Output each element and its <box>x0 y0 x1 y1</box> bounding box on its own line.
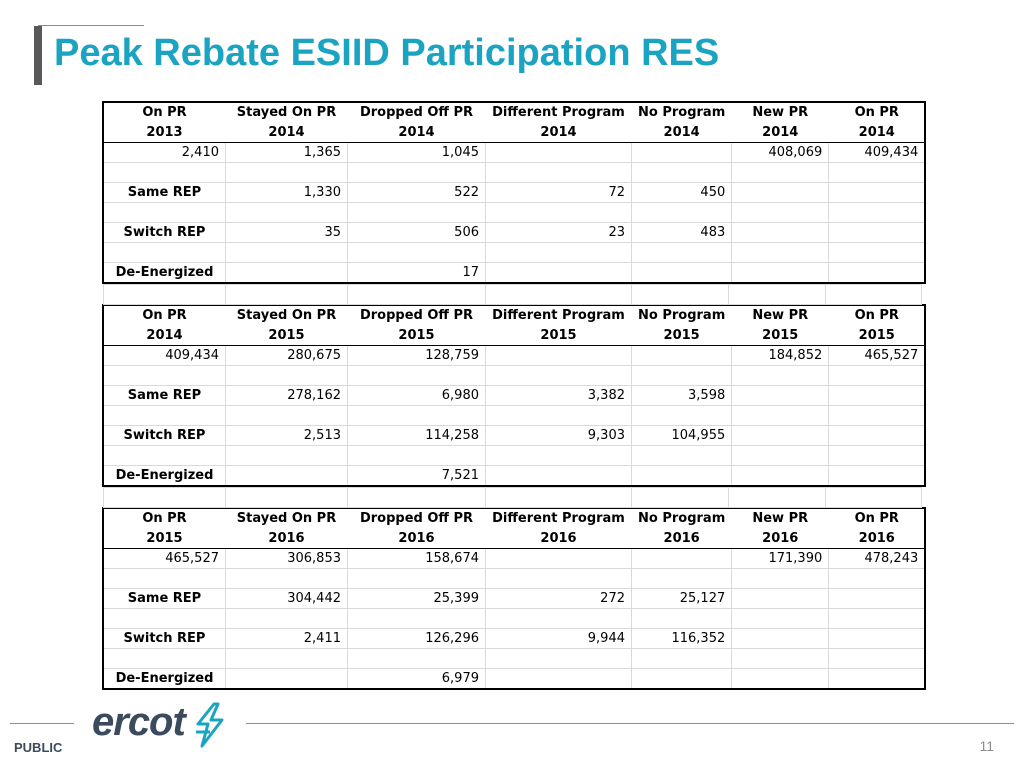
table-cell <box>348 203 486 223</box>
spacer-cell <box>348 285 486 305</box>
table-cell: 128,759 <box>348 346 486 366</box>
table-cell: 184,852 <box>732 346 829 366</box>
table-cell <box>104 569 226 589</box>
table-cell <box>829 366 925 386</box>
table-cell: 506 <box>348 223 486 243</box>
footer-rule-right <box>246 723 1014 724</box>
spacer-cell <box>729 488 826 508</box>
table-cell <box>104 163 226 183</box>
table-cell <box>226 366 348 386</box>
table-cell <box>104 406 226 426</box>
spacer-cell <box>104 285 226 305</box>
column-header: 2014 <box>226 123 348 143</box>
column-header: 2014 <box>632 123 732 143</box>
column-header: On PR <box>854 511 899 526</box>
table-cell: 1,365 <box>226 143 348 163</box>
column-header: Different Program <box>492 308 625 323</box>
table-cell: Same REP <box>104 386 226 406</box>
total-row <box>104 549 925 569</box>
table-cell <box>226 406 348 426</box>
column-header: On PR <box>142 511 187 526</box>
table-cell <box>829 589 925 609</box>
table-cell <box>632 406 732 426</box>
table-cell: 465,527 <box>829 346 925 366</box>
table-cell <box>632 649 732 669</box>
table-cell <box>732 466 829 486</box>
empty-row <box>104 649 925 669</box>
table-cell: 9,944 <box>486 629 632 649</box>
table-header-row <box>104 123 925 143</box>
table-cell <box>226 569 348 589</box>
table-header-row <box>104 306 925 326</box>
table-cell: 114,258 <box>348 426 486 446</box>
table-cell: 1,330 <box>226 183 348 203</box>
table-cell: 171,390 <box>732 549 829 569</box>
table-cell <box>632 669 732 689</box>
table-cell <box>829 629 925 649</box>
table-cell <box>348 446 486 466</box>
table-cell <box>829 649 925 669</box>
table-cell <box>486 406 632 426</box>
table-cell <box>486 649 632 669</box>
table-cell <box>732 263 829 283</box>
table-cell: 9,303 <box>486 426 632 446</box>
empty-row <box>104 203 925 223</box>
table-cell <box>632 243 732 263</box>
table-cell: 1,045 <box>348 143 486 163</box>
empty-row <box>104 243 925 263</box>
table-cell <box>829 223 925 243</box>
table-cell <box>829 203 925 223</box>
table-cell <box>486 243 632 263</box>
column-header: On PR <box>142 105 187 120</box>
table-cell <box>226 466 348 486</box>
spacer-cell <box>226 285 348 305</box>
table-cell <box>632 203 732 223</box>
table-cell <box>732 669 829 689</box>
column-header: 2014 <box>486 123 632 143</box>
spacer-row <box>103 284 922 305</box>
table-cell <box>632 346 732 366</box>
column-header: Stayed On PR <box>236 511 337 526</box>
participation-table <box>103 102 925 283</box>
switch-rep-row <box>104 426 925 446</box>
table-cell <box>486 669 632 689</box>
table-cell <box>348 406 486 426</box>
table-cell <box>226 243 348 263</box>
column-header: Dropped Off PR <box>359 105 474 120</box>
switch-rep-row <box>104 223 925 243</box>
table-cell: 465,527 <box>104 549 226 569</box>
table-cell: 23 <box>486 223 632 243</box>
table-cell <box>732 569 829 589</box>
table-cell: Switch REP <box>104 426 226 446</box>
page-number: 11 <box>979 738 994 754</box>
table-cell: 126,296 <box>348 629 486 649</box>
table-cell <box>486 143 632 163</box>
spacer-cell <box>826 285 922 305</box>
table-cell: 278,162 <box>226 386 348 406</box>
column-header: 2014 <box>829 123 925 143</box>
table-cell <box>632 263 732 283</box>
column-header: New PR <box>752 105 809 120</box>
logo-wordmark: ercot <box>92 700 185 744</box>
table-cell <box>226 649 348 669</box>
de-energized-row <box>104 263 925 283</box>
table-cell <box>829 609 925 629</box>
table-cell: 306,853 <box>226 549 348 569</box>
table-cell <box>732 406 829 426</box>
table-cell <box>632 143 732 163</box>
column-header: 2016 <box>486 529 632 549</box>
table-cell: De-Energized <box>104 466 226 486</box>
spacer-cell <box>729 285 826 305</box>
same-rep-row <box>104 386 925 406</box>
de-energized-row <box>104 669 925 689</box>
table-cell: 409,434 <box>829 143 925 163</box>
table-cell <box>348 649 486 669</box>
table-cell <box>829 163 925 183</box>
column-header: Stayed On PR <box>236 308 337 323</box>
column-header: Dropped Off PR <box>359 511 474 526</box>
total-row <box>104 143 925 163</box>
table-cell <box>104 446 226 466</box>
table-cell <box>732 223 829 243</box>
table-cell: 272 <box>486 589 632 609</box>
ercot-logo <box>92 700 232 752</box>
table-cell: 3,382 <box>486 386 632 406</box>
table-cell: 17 <box>348 263 486 283</box>
spacer-cell <box>826 488 922 508</box>
table-cell <box>348 243 486 263</box>
table-header-row <box>104 509 925 529</box>
table-cell: 25,127 <box>632 589 732 609</box>
column-header: Stayed On PR <box>236 105 337 120</box>
table-cell: 2,410 <box>104 143 226 163</box>
table-cell <box>829 446 925 466</box>
table-cell: 408,069 <box>732 143 829 163</box>
table-cell: Switch REP <box>104 629 226 649</box>
empty-row <box>104 366 925 386</box>
lightning-bolt-icon <box>192 702 228 750</box>
same-rep-row <box>104 183 925 203</box>
table-cell <box>829 426 925 446</box>
table-cell <box>732 243 829 263</box>
column-header: 2016 <box>829 529 925 549</box>
table-cell: Same REP <box>104 183 226 203</box>
table-header-row <box>104 529 925 549</box>
column-header: 2014 <box>104 326 226 346</box>
column-header: 2016 <box>226 529 348 549</box>
column-header: 2015 <box>348 326 486 346</box>
table-cell <box>732 163 829 183</box>
table-cell <box>486 203 632 223</box>
table-cell <box>486 466 632 486</box>
empty-row <box>104 609 925 629</box>
column-header: No Program <box>638 511 726 526</box>
table-cell: 478,243 <box>829 549 925 569</box>
column-header: 2015 <box>732 326 829 346</box>
table-cell: Switch REP <box>104 223 226 243</box>
column-header: On PR <box>854 105 899 120</box>
table-cell <box>829 406 925 426</box>
participation-table <box>103 305 925 486</box>
table-cell <box>486 609 632 629</box>
table-cell <box>732 446 829 466</box>
table-cell: 7,521 <box>348 466 486 486</box>
table-cell <box>486 446 632 466</box>
table-cell <box>732 203 829 223</box>
table-cell: 2,411 <box>226 629 348 649</box>
table-cell: 522 <box>348 183 486 203</box>
table-cell: 2,513 <box>226 426 348 446</box>
total-row <box>104 346 925 366</box>
column-header: 2015 <box>226 326 348 346</box>
empty-row <box>104 163 925 183</box>
table-cell: 450 <box>632 183 732 203</box>
table-cell: Same REP <box>104 589 226 609</box>
table-cell <box>732 589 829 609</box>
spacer-cell <box>632 285 729 305</box>
table-cell: 35 <box>226 223 348 243</box>
column-header: On PR <box>854 308 899 323</box>
table-cell: 483 <box>632 223 732 243</box>
column-header: 2014 <box>732 123 829 143</box>
table-header-row <box>104 103 925 123</box>
table-cell: 280,675 <box>226 346 348 366</box>
spacer-cell <box>486 488 632 508</box>
table-cell <box>486 366 632 386</box>
table-cell <box>732 649 829 669</box>
title-rule <box>38 25 144 26</box>
classification-label: PUBLIC <box>14 740 63 755</box>
table-cell: 158,674 <box>348 549 486 569</box>
table-cell <box>732 609 829 629</box>
table-cell <box>104 366 226 386</box>
column-header: 2016 <box>632 529 732 549</box>
table-cell <box>632 466 732 486</box>
table-cell <box>104 243 226 263</box>
table-cell: De-Energized <box>104 263 226 283</box>
table-cell <box>486 163 632 183</box>
table-cell <box>732 629 829 649</box>
table-cell: 3,598 <box>632 386 732 406</box>
table-cell: De-Energized <box>104 669 226 689</box>
table-cell <box>829 243 925 263</box>
table-cell <box>104 203 226 223</box>
column-header: 2015 <box>632 326 732 346</box>
table-cell <box>348 163 486 183</box>
table-cell <box>486 569 632 589</box>
table-cell <box>226 669 348 689</box>
empty-row <box>104 406 925 426</box>
empty-row <box>104 569 925 589</box>
footer-rule-left <box>10 723 74 724</box>
table-cell: 6,979 <box>348 669 486 689</box>
table-cell <box>732 183 829 203</box>
table-cell <box>486 346 632 366</box>
column-header: No Program <box>638 308 726 323</box>
table-cell <box>348 366 486 386</box>
table-cell: 409,434 <box>104 346 226 366</box>
table-header-row <box>104 326 925 346</box>
empty-row <box>104 446 925 466</box>
column-header: 2015 <box>829 326 925 346</box>
column-header: 2013 <box>104 123 226 143</box>
table-cell <box>829 263 925 283</box>
column-header: Different Program <box>492 105 625 120</box>
de-energized-row <box>104 466 925 486</box>
table-cell <box>226 203 348 223</box>
column-header: No Program <box>638 105 726 120</box>
table-cell <box>486 549 632 569</box>
table-cell <box>226 263 348 283</box>
table-cell <box>732 426 829 446</box>
table-cell <box>732 366 829 386</box>
table-cell <box>732 386 829 406</box>
title-accent-bar <box>34 26 42 85</box>
table-cell <box>348 569 486 589</box>
table-cell <box>829 466 925 486</box>
table-cell: 104,955 <box>632 426 732 446</box>
table-cell <box>632 549 732 569</box>
same-rep-row <box>104 589 925 609</box>
table-cell <box>104 609 226 629</box>
participation-table <box>103 508 925 689</box>
column-header: 2015 <box>104 529 226 549</box>
column-header: 2016 <box>732 529 829 549</box>
spacer-cell <box>104 488 226 508</box>
table-cell <box>486 263 632 283</box>
table-cell <box>632 446 732 466</box>
table-cell: 6,980 <box>348 386 486 406</box>
page-title: Peak Rebate ESIID Participation RES <box>54 32 720 74</box>
table-cell <box>632 609 732 629</box>
column-header: Different Program <box>492 511 625 526</box>
table-cell <box>104 649 226 669</box>
table-cell <box>829 569 925 589</box>
column-header: Dropped Off PR <box>359 308 474 323</box>
table-cell <box>829 183 925 203</box>
spacer-cell <box>348 488 486 508</box>
table-cell <box>829 386 925 406</box>
spacer-cell <box>226 488 348 508</box>
column-header: On PR <box>142 308 187 323</box>
table-cell: 25,399 <box>348 589 486 609</box>
column-header: 2015 <box>486 326 632 346</box>
column-header: New PR <box>752 308 809 323</box>
switch-rep-row <box>104 629 925 649</box>
table-cell <box>632 569 732 589</box>
table-cell <box>348 609 486 629</box>
table-cell: 304,442 <box>226 589 348 609</box>
spacer-cell <box>632 488 729 508</box>
table-cell <box>829 669 925 689</box>
spacer-cell <box>486 285 632 305</box>
column-header: New PR <box>752 511 809 526</box>
table-cell: 72 <box>486 183 632 203</box>
table-cell <box>226 163 348 183</box>
column-header: 2016 <box>348 529 486 549</box>
table-cell: 116,352 <box>632 629 732 649</box>
table-cell <box>226 609 348 629</box>
spacer-row <box>103 487 922 508</box>
table-cell <box>632 366 732 386</box>
table-cell <box>632 163 732 183</box>
column-header: 2014 <box>348 123 486 143</box>
table-cell <box>226 446 348 466</box>
